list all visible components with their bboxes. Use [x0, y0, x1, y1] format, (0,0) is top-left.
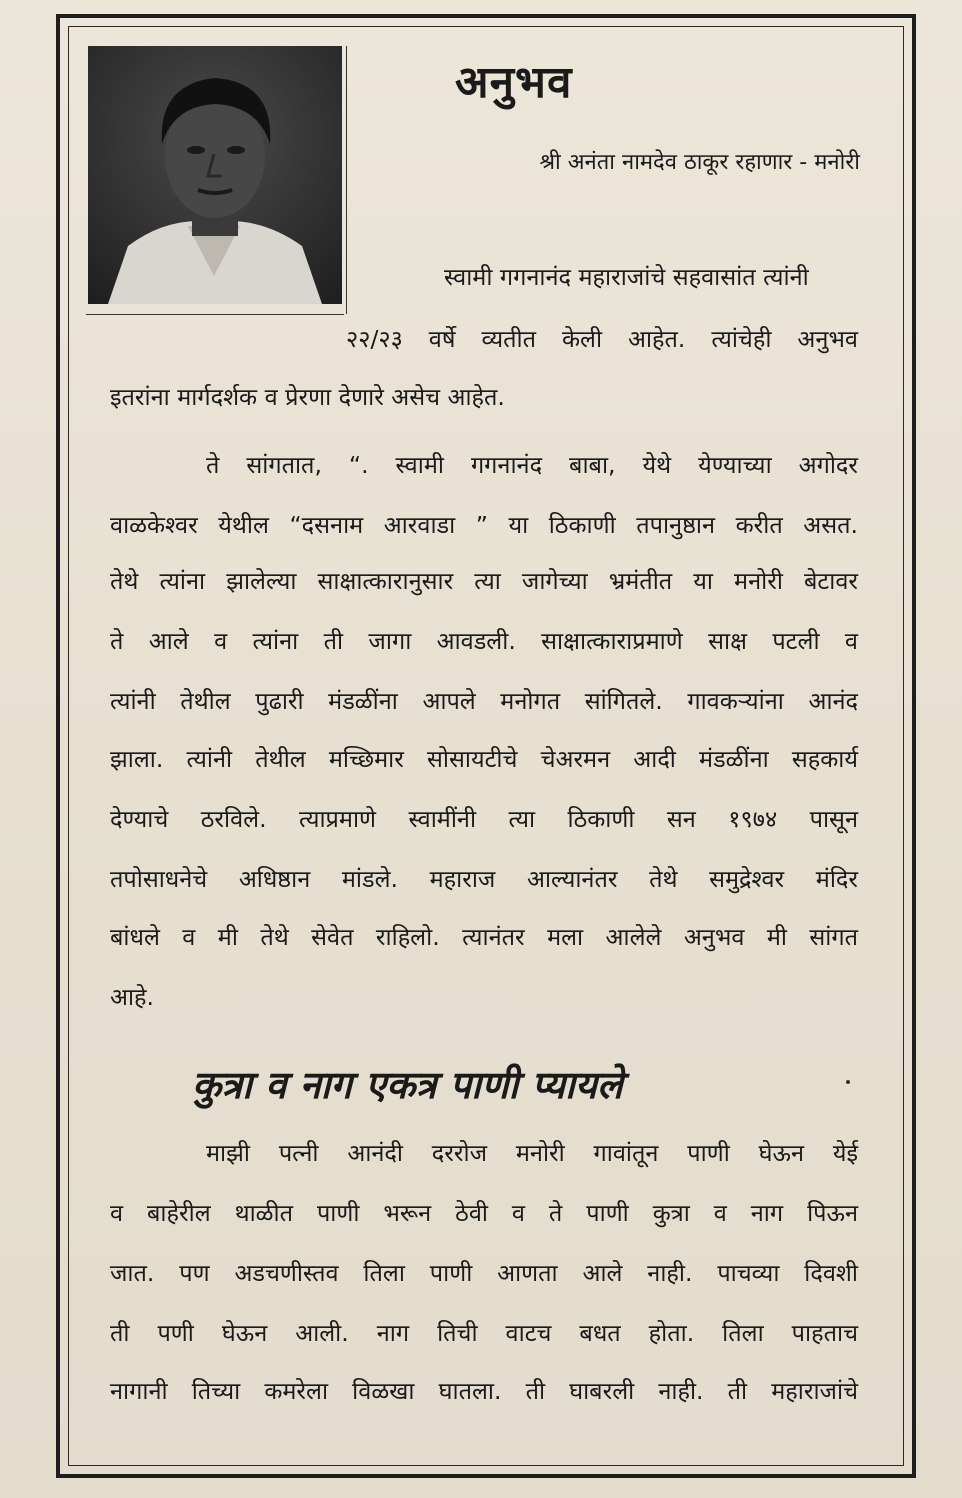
body-line: झाला. त्यांनी तेथील मच्छिमार सोसायटीचे चेअरमन आदी मंडळींना सहकार्य [110, 745, 858, 773]
body-line: ते आले व त्यांना ती जागा आवडली. साक्षात्काराप्रमाणे साक्ष पटली व [110, 627, 858, 655]
section-heading: कुत्रा व नाग एकत्र पाणी प्यायले [192, 1063, 623, 1107]
story-line: जात. पण अडचणीस्तव तिला पाणी आणता आले नाही. पाचव्या दिवशी [110, 1259, 858, 1287]
body-line: देण्याचे ठरविले. त्याप्रमाणे स्वामींनी त्या ठिकाणी सन १९७४ पासून [110, 805, 858, 833]
story-line: माझी पत्नी आनंदी दररोज मनोरी गावांतून पाणी घेऊन येई [206, 1139, 858, 1167]
body-line: वाळकेश्वर येथील “दसनाम आरवाडा ” या ठिकाणी तपानुष्ठान करीत असत. [110, 511, 858, 539]
portrait-image [88, 46, 342, 304]
article-title: अनुभव [455, 57, 573, 108]
intro-line: २२/२३ वर्षे व्यतीत केली आहेत. त्यांचेही अनुभव [346, 325, 858, 353]
body-line: तपोसाधनेचे अधिष्ठान मांडले. महाराज आल्यानंतर तेथे समुद्रेश्वर मंदिर [110, 865, 858, 893]
story-line: ती पणी घेऊन आली. नाग तिची वाटच बधत होता. तिला पाहताच [110, 1319, 858, 1347]
body-line: आहे. [110, 983, 154, 1011]
body-line: बांधले व मी तेथे सेवेत राहिलो. त्यानंतर मला आलेले अनुभव मी सांगत [110, 923, 858, 951]
body-line: ते सांगतात, “. स्वामी गगनानंद बाबा, येथे येण्याच्या अगोदर [206, 451, 858, 479]
story-line: नागानी तिच्या कमरेला विळखा घातला. ती घाबरली नाही. ती महाराजांचे [110, 1377, 858, 1405]
body-line: तेथे त्यांना झालेल्या साक्षात्कारानुसार त्या जागेच्या भ्रमंतीत या मनोरी बेटावर [110, 567, 858, 595]
photo-rule [346, 46, 347, 314]
stray-dot [846, 1080, 850, 1084]
intro-line: इतरांना मार्गदर्शक व प्रेरणा देणारे असेच आहेत. [110, 383, 505, 411]
intro-line: स्वामी गगनानंद महाराजांचे सहवासांत त्यांनी [444, 263, 809, 291]
photo-rule [86, 314, 344, 315]
body-line: त्यांनी तेथील पुढारी मंडळींना आपले मनोगत सांगितले. गावकऱ्यांना आनंद [110, 687, 858, 715]
author-photo [88, 46, 342, 304]
author-line: श्री अनंता नामदेव ठाकूर रहाणार - मनोरी [539, 150, 860, 175]
story-line: व बाहेरील थाळीत पाणी भरून ठेवी व ते पाणी कुत्रा व नाग पिऊन [110, 1199, 858, 1227]
